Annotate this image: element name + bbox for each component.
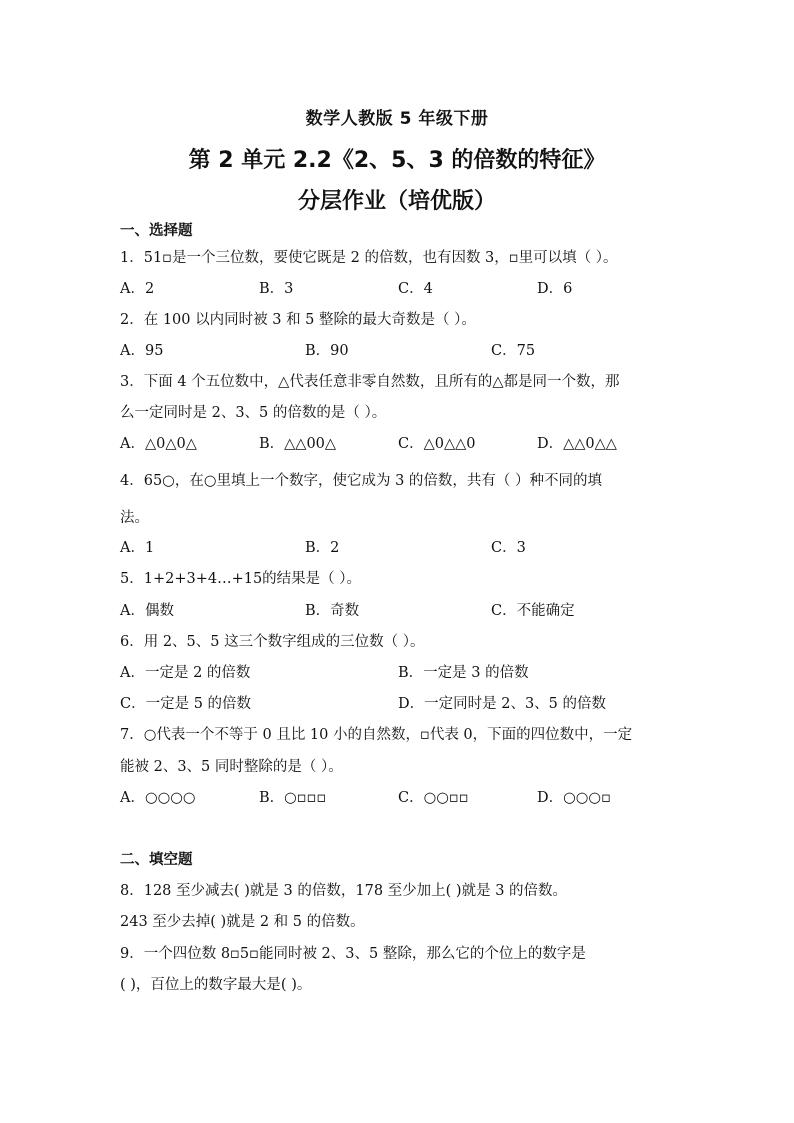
question-2-text: 2．在 100 以内同时被 3 和 5 整除的最大奇数是（ ）。 [120,312,476,328]
question-6-text: 6．用 2、5、5 这三个数字组成的三位数（ ）。 [120,634,425,650]
question-4-option-a: A．1 [120,540,155,556]
question-1-text: 1．51▫是一个三位数，要使它既是 2 的倍数，也有因数 3，▫里可以填（ ）。 [120,250,618,266]
question-4-option-b: B．2 [305,540,340,556]
question-2-option-a: A．95 [120,343,164,359]
question-7-line-1: 7．○代表一个不等于 0 且比 10 小的自然数，▫代表 0，下面的四位数中，一定 [120,727,633,743]
question-5-option-a: A．偶数 [120,603,174,619]
question-6-option-d: D．一定同时是 2、3、5 的倍数 [398,696,607,712]
question-4-line-1: 4．65○，在○里填上一个数字，使它成为 3 的倍数，共有（ ）种不同的填 [120,473,603,489]
question-8-line-1: 8．128 至少减去( )就是 3 的倍数，178 至少加上( )就是 3 的倍数。 [120,883,568,899]
question-1-option-c: C．4 [398,281,433,297]
question-2-option-c: C．75 [491,343,536,359]
question-1-option-d: D．6 [537,281,573,297]
question-7-line-2: 能被 2、3、5 同时整除的是（ ）。 [120,759,343,775]
worksheet-subtitle-level: 分层作业（培优版） [297,189,496,214]
question-3-line-1: 3．下面 4 个五位数中，△代表任意非零自然数，且所有的△都是同一个数，那 [120,374,620,390]
worksheet-subtitle: 数学人教版 5 年级下册 [305,109,489,129]
question-4-option-c: C．3 [491,540,526,556]
question-6-option-a: A．一定是 2 的倍数 [120,665,251,681]
question-5-text: 5．1+2+3+4…+15的结果是（ ）。 [120,571,362,587]
question-3-option-d: D．△△0△△ [537,436,617,452]
question-9-line-2: ( )，百位上的数字最大是( )。 [120,977,312,993]
section-heading-fill-blank: 二、填空题 [120,852,193,868]
worksheet-title: 第 2 单元 2.2《2、5、3 的倍数的特征》 [188,148,606,173]
question-6-option-b: B．一定是 3 的倍数 [398,665,529,681]
question-8-line-2: 243 至少去掉( )就是 2 和 5 的倍数。 [120,914,365,930]
question-7-option-a: A．○○○○ [120,790,196,806]
question-2-option-b: B．90 [305,343,349,359]
section-heading-choice: 一、选择题 [120,223,193,239]
question-1-option-b: B．3 [259,281,294,297]
question-5-option-c: C．不能确定 [491,603,575,619]
question-3-option-c: C．△0△△0 [398,436,476,452]
question-3-option-b: B．△△00△ [259,436,337,452]
question-7-option-c: C．○○▫▫ [398,790,469,806]
question-4-line-2: 法。 [120,510,149,526]
question-7-option-b: B．○▫▫▫ [259,790,327,806]
question-3-option-a: A．△0△0△ [120,436,197,452]
question-7-option-d: D．○○○▫ [537,790,611,806]
question-1-option-a: A．2 [120,281,155,297]
question-3-line-2: 么一定同时是 2、3、5 的倍数的是（ ）。 [120,405,387,421]
question-9-line-1: 9．一个四位数 8▫5▫能同时被 2、3、5 整除，那么它的个位上的数字是 [120,946,586,962]
question-5-option-b: B．奇数 [305,603,360,619]
question-6-option-c: C．一定是 5 的倍数 [120,696,252,712]
